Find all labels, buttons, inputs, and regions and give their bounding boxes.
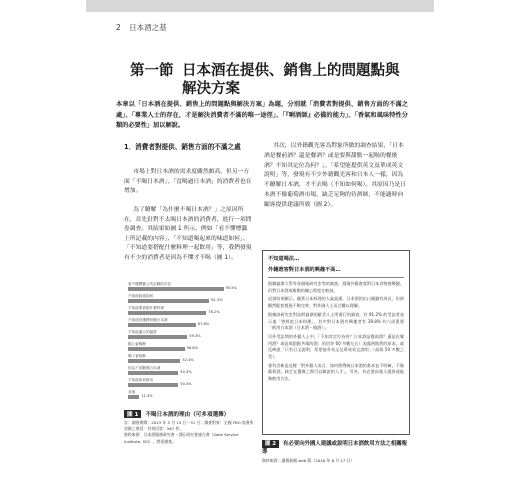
figure2-caption [262, 440, 410, 456]
chart-bar-row [128, 342, 252, 354]
page-number: 2 [116, 23, 121, 32]
chart-value-label: 59.3% [189, 333, 201, 338]
chart-bar [128, 383, 178, 387]
figure2-caption-text: 有必要向外國人建議或說明日本酒飲用方法之相關報導 [262, 441, 408, 455]
box-paragraph: 專有洽新是這樣「對外籍人而言，如何將傳統日本酒的基本並不明確，不像葡萄酒，缺乏在選擇之際可以解說的人才」。另外，有必要向客人提供或能夠飲用方法。 [268, 362, 404, 382]
top-grey-band [86, 0, 434, 12]
chart-bar [128, 323, 196, 327]
chart-value-label: 56.6% [186, 345, 199, 350]
chart-category-label: 看不懂標籤上所記載的內容 [128, 282, 172, 286]
chart-category-label: 其他 [128, 390, 136, 394]
chart-value-label: 50.3% [180, 381, 192, 386]
figure-note [124, 420, 256, 445]
chart-value-label: 81.3% [211, 297, 223, 302]
chart-value-label: 78.2% [208, 309, 220, 314]
chart-value-label: 50.3% [180, 369, 192, 374]
chart-value-label: 67.8% [197, 321, 210, 326]
chapter-title-line2: 解決方案 [182, 81, 240, 97]
chart-bar-row [128, 366, 252, 378]
box-divider [268, 277, 404, 278]
running-head [116, 22, 173, 33]
chart-bar [128, 347, 185, 351]
chart-bar-row [128, 294, 252, 306]
box-paragraph: 這項結果顯示，隨著日本料理的人氣高漲，日本酒的出口量雖有成長，但卻顯然配套措施不夠完善，對外國人士而言難以理解。 [268, 296, 404, 309]
chapter-title [130, 62, 400, 98]
figure-note-survey: 註：調查期間：2013 年 5 月 15 日－31 日；調查對象：全國 FBO 協會所登錄之會員：有效回答：567 件。 [124, 420, 254, 432]
figure-caption [124, 410, 229, 418]
box-paragraph: 根據倫澤大學等各個地研究室等的調查，發現外籍遊客對日本食物感興趣，但對日本酒或飯類的關心程度比較低。 [268, 281, 404, 293]
box-paragraph: 根據該研究室對訪問倫澤的歐美人士所進行的調查，有 91.2% 的受訪者表示他「曾經吃日本料理」，其中對日本酒有興趣者有 39.8% 約八成重要「飲用日本酒（日本酒・燒酒）」。 [268, 311, 404, 331]
chart-bar [128, 311, 206, 315]
chart-bar [128, 371, 178, 375]
chart-category-label: 不知道如何飲用 [128, 378, 154, 382]
chapter-title-line1: 日本酒在提供、銷售上的問題點與 [182, 63, 400, 79]
chart-bar-row [128, 390, 252, 402]
chart-bar-row [128, 306, 252, 318]
chart-category-label: 喝了會宿醉 [128, 354, 146, 358]
chart-bar-row [128, 318, 252, 330]
chart-bar [128, 287, 224, 291]
chart-category-label: 因為不喜歡喝日本酒 [128, 366, 161, 370]
box-title: 不知道喝法… [268, 256, 300, 262]
intro-paragraph: 本章以「日本酒在提供、銷售上的問題點與解決方案」為題，分別就「消費者對提供、銷售方面的不滿之處」、「專業人士的存在，才是解決消費者不滿的唯一途徑」、「『唎酒師』必備的能力」、「香氣和風味特性分類的必要性」加以解說。 [116, 101, 408, 129]
chart-bar [128, 359, 180, 363]
chart-bar [128, 335, 187, 339]
chart-bar-row [128, 354, 252, 366]
figure2-source: 資料來源：讀賣新聞 web 版（2016 年 6 月 17 日） [262, 458, 355, 463]
chart-category-label: 不知道該選擇何種日本酒 [128, 318, 168, 322]
bar-chart [124, 282, 252, 406]
box-paragraph: 另外受訪問的外籍人士中，「不知其定位為何？日本酒是餐前酒？還是佐餐用酒？或是與甜點共喝的酒」的回答 60 多數左右）表露到既然的原本，或反映就「只有日文說明，希望能有英文及華成英文說明」（高與 50 多數之受）。 [268, 333, 404, 360]
chart-value-label: 11.3% [141, 393, 153, 398]
figure-caption-text: 不喝日本酒的理由（可多項選擇） [145, 412, 230, 418]
chart-category-label: 不知道味道如何 [128, 294, 154, 298]
figure-note-source: 資料來源：日本酒服務研究會・酒匠研究會連合會（Sake Service Institute, SSI），問卷調查。 [124, 432, 239, 444]
chart-bar [128, 395, 139, 399]
chart-value-label: 95.5% [225, 285, 237, 290]
chart-value-label: 52.4% [182, 357, 194, 362]
body-paragraph: 市場上對日本酒的需求度雖然頗高，但另一方面「不喝日本酒」、「沒喝過日本酒」的消費者也在增加。 [124, 169, 252, 195]
chart-bar-row [128, 282, 252, 294]
running-title: 日本酒之基 [129, 23, 167, 32]
body-paragraph: 為了瞭解「為什麼不喝日本酒？」之原因所在，首先針對不太喝日本酒的消費者，進行一項問卷調查。其結果如圖 1 所示。例如「看不懂標籤上所記載的內容」、「不知道喝起來的味道如何」、「不知道要搭配什麼料理一起飲用」等，我們發現有不少的消費者是因為不懂才不喝（圖 1）。 [124, 207, 252, 261]
figure2-tag: 圖 2 [262, 440, 279, 448]
chart-category-label: 擔心會喝醉 [128, 342, 146, 346]
chart-bar-row [128, 378, 252, 390]
sidebar-box [262, 250, 410, 435]
body-paragraph: 其次，以外籍觀光客為對象所做的調查結果，「日本酒是餐前酒？還是餐酒？或是要與甜點一起喝的餐後酒？不知其定位為何？」、「希望能提供英文及華成英文說明」等，發現有不少外籍觀光客和日本人一樣，因為不瞭解日本酒，才不去喝（不知如何喝）。其原因乃是日本酒不像葡萄酒市場，缺乏足夠的待酒師，不能適時向顧客提供建議所致（圖 2）。 [264, 143, 407, 208]
figure-tag: 圖 1 [124, 410, 141, 418]
chart-bar [128, 299, 209, 303]
section-heading: 1．消費者對提供、銷售方面的不滿之處 [124, 143, 241, 151]
chart-category-label: 不知道要搭配什麼料理 [128, 306, 164, 310]
chapter-number: 第一節 [130, 63, 174, 79]
box-subtitle: 外籍遊客對日本酒的興趣不高… [268, 266, 341, 273]
chart-category-label: 不知道適合的溫度 [128, 330, 157, 334]
chart-bar-row [128, 330, 252, 342]
